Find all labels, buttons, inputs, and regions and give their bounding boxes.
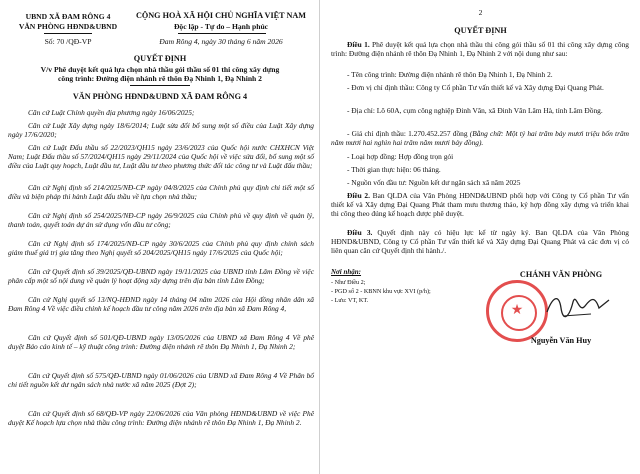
article-1 <box>331 40 629 58</box>
project-name-item: - Tên công trình: Đường điện nhánh rẽ thôn Đạ Nhinh 1, Đạ Nhinh 2. <box>347 70 553 79</box>
address-item: - Địa chỉ: Lô 60A, cụm công nghiệp Đinh Văn, xã Đinh Văn Lâm Hà, tỉnh Lâm Đồng. <box>347 106 603 115</box>
funding-source-item: - Nguồn vốn đầu tư: Nguồn kết dư ngân sách xã năm 2025 <box>347 178 521 187</box>
decision-title-page2: QUYẾT ĐỊNH <box>454 26 507 35</box>
legal-basis-10: Căn cứ Quyết định số 575/QĐ-UBND ngày 01/06/2026 của UBND xã Đam Rông 4 Về Phân bổ chi tiết nguồn kết dư ngân sách nhà nước xã năm 2025 (Đợt 2); <box>8 371 314 390</box>
signer-name: Nguyễn Văn Huy <box>530 336 592 345</box>
legal-basis-4: Căn cứ Nghị định số 214/2025/NĐ-CP ngày 04/8/2025 của Chính phủ quy định chi tiết một số điều và biện pháp thi hành Luật đấu thầu về lựa chọn nhà thầu; <box>8 183 314 202</box>
header-rule-right <box>178 33 266 34</box>
article-2-text: Ban QLDA của Văn Phòng HĐND&UBND phối hợp với Công ty Cổ phần Tư vấn thiết kế và Xây dựng Đại Quang Phát tham mưu thương thảo, ký hợp đồng xây dựng và triển khai thi công theo đúng kế hoạch được phê duyệt. <box>331 191 629 219</box>
legal-basis-1: Căn cứ Luật Chính quyền địa phương ngày 16/06/2025; <box>28 108 195 117</box>
handwritten-signature-icon <box>543 288 613 322</box>
issue-date: Đam Rông 4, ngày 30 tháng 6 năm 2026 <box>159 37 283 46</box>
legal-basis-8: Căn cứ Nghị quyết số 13/NQ-HĐND ngày 14 tháng 04 năm 2026 của Hội đồng nhân dân xã Đam Rông 4 Về việc điều chỉnh kế hoạch đầu tư công năm 2026 trên địa bàn xã Đam Rông 4, <box>8 295 314 314</box>
article-1-text: Phê duyệt kết quả lựa chọn nhà thầu thi công gói thầu số 01 thi công xây dựng công trình: Đường điện nhánh rẽ thôn Đạ Nhinh 1, Đạ Nhinh 2 với nội dung như sau: <box>331 40 629 59</box>
article-2-label: Điều 2. <box>347 191 370 200</box>
seal-star-icon: ★ <box>510 303 524 318</box>
legal-basis-5: Căn cứ Nghị định số 254/2025/NĐ-CP ngày 26/9/2025 của Chính phủ về quy định về quản lý, thanh toán, quyết toán dự án sử dụng vốn đầu tư công; <box>8 211 314 230</box>
header-rule-left <box>44 33 92 34</box>
issuing-office: VĂN PHÒNG HĐND&UBND <box>18 22 118 31</box>
decision-subject: V/v Phê duyệt kết quả lựa chọn nhà thầu gói thầu số 01 thi công xây dựng <box>40 65 280 74</box>
document-number: Số: 70 /QĐ-VP <box>44 37 92 46</box>
decision-subject-line2: công trình: Đường điện nhánh rẽ thôn Đạ Nhinh 1, Đạ Nhinh 2 <box>58 74 262 83</box>
country-name: CỘNG HOÀ XÃ HỘI CHỦ NGHĨA VIỆT NAM <box>135 11 307 20</box>
price-amount: - Giá chỉ định thầu: 1.270.452.257 đồng <box>347 129 468 138</box>
article-1-label: Điều 1. <box>347 40 370 49</box>
issuing-authority: VĂN PHÒNG HĐND&UBND XÃ ĐAM RÔNG 4 <box>72 92 248 101</box>
recipient-2: - PGD số 2 - KBNN khu vực XVI (p/h); <box>331 288 431 295</box>
price-in-words: (Bằng chữ: Một tỷ hai trăm bảy mươi triệu bốn trăm năm mươi hai nghìn hai trăm năm mươi bảy đồng). <box>331 129 629 148</box>
article-3-label: Điều 3. <box>347 228 373 237</box>
subject-rule <box>130 85 190 86</box>
article-3-text: Quyết định này có hiệu lực kể từ ngày ký. Ban QLDA của Văn Phòng HĐND&UBND, Công ty Cổ phần Tư vấn thiết kế và Xây dựng Đại Quang Phát và các đơn vị có liên quan căn cứ Quyết định thi hành./. <box>331 228 629 256</box>
issuing-org: UBND XÃ ĐAM RÔNG 4 <box>25 12 111 21</box>
signer-title: CHÁNH VĂN PHÒNG <box>519 270 603 279</box>
contract-type-item: - Loại hợp đồng: Hợp đồng trọn gói <box>347 152 454 161</box>
recipients-label: Nơi nhận: <box>331 268 362 276</box>
article-3 <box>331 228 629 255</box>
recipient-1: - Như Điều 2; <box>331 279 366 286</box>
document-page-2 <box>321 0 640 474</box>
decision-title: QUYẾT ĐỊNH <box>133 54 187 63</box>
legal-basis-2: Căn cứ Luật Xây dựng ngày 18/6/2014; Luật sửa đổi bổ sung một số điều của Luật Xây dựng ngày 17/6/2020; <box>8 121 314 140</box>
duration-item: - Thời gian thực hiện: 06 tháng. <box>347 165 441 174</box>
contract-price-item <box>331 129 629 147</box>
page-number: 2 <box>478 8 483 17</box>
contractor-item: - Đơn vị chỉ định thầu: Công ty Cổ phần Tư vấn thiết kế và Xây dựng Đại Quang Phát. <box>347 83 604 92</box>
recipient-3: - Lưu: VT, KT. <box>331 297 369 304</box>
legal-basis-9: Căn cứ Quyết định số 501/QĐ-UBND ngày 13/05/2026 của UBND xã Đam Rông 4 Về phê duyệt Báo cáo kinh tế – kỹ thuật công trình: Đường điện nhánh rẽ thôn Đạ Nhinh 1, Đạ Nhinh 2; <box>8 333 314 352</box>
legal-basis-11: Căn cứ Quyết định số 68/QĐ-VP ngày 22/06/2026 của Văn phòng HĐND&UBND về việc Phê duyệt Kế hoạch lựa chọn nhà thầu công trình: Đường điện nhánh rẽ thôn Đạ Nhinh 1, Đạ Nhinh 2. <box>8 409 314 428</box>
national-motto: Độc lập - Tự do – Hạnh phúc <box>173 22 269 31</box>
article-2 <box>331 191 629 218</box>
legal-basis-6: Căn cứ Nghị định số 174/2025/NĐ-CP ngày 30/6/2025 của Chính phủ quy định chính sách giảm thuế giá trị gia tăng theo Nghị quyết số 204/2025/QH15 ngày 17/6/2025 của Quốc hội; <box>8 239 314 258</box>
legal-basis-7: Căn cứ Quyết định số 39/2025/QĐ-UBND ngày 19/11/2025 của UBND tỉnh Lâm Đồng về việc phân cấp một số nội dung về quản lý hoạt động xây dựng trên địa bàn tỉnh Lâm Đồng; <box>8 267 314 286</box>
legal-basis-3: Căn cứ Luật Đấu thầu số 22/2023/QH15 ngày 23/6/2023 của Quốc hội nước CHXHCN Việt Nam; Luật Đấu thầu số 57/2024/QH15 ngày 29/11/2024 của Quốc hội về việc sửa đổi, bổ sung một số điều của Luật quy hoạch, Luật đầu tư, Luật đầu tư theo phương thức đối tác công tư và Luật đấu thầu; <box>8 143 314 171</box>
